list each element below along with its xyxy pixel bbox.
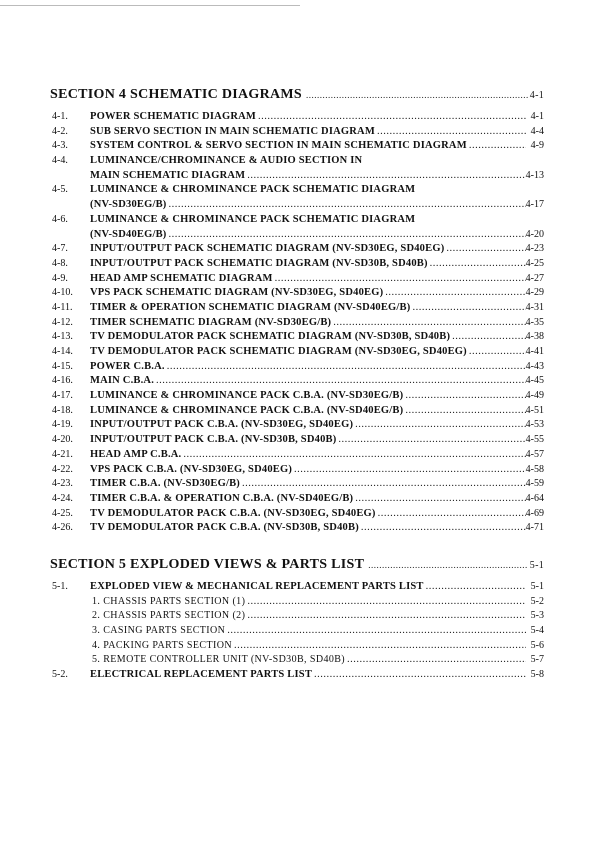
entry-number: 4-25. bbox=[52, 507, 73, 519]
entry-title: HEAD AMP SCHEMATIC DIAGRAM bbox=[90, 272, 273, 284]
entry-title: INPUT/OUTPUT PACK SCHEMATIC DIAGRAM (NV-SD30B, SD40B) bbox=[90, 257, 428, 269]
dot-leader bbox=[167, 199, 526, 210]
entry-page-number: 4-69 bbox=[525, 507, 544, 519]
entry-number: 4-5. bbox=[52, 184, 68, 196]
toc-sections bbox=[50, 87, 544, 684]
entry-title: POWER SCHEMATIC DIAGRAM bbox=[90, 111, 256, 122]
entry-title: POWER C.B.A. bbox=[90, 360, 165, 372]
entry-page-number: 4-55 bbox=[525, 434, 544, 446]
entry-title: INPUT/OUTPUT PACK SCHEMATIC DIAGRAM (NV-SD30EG, SD40EG) bbox=[90, 243, 445, 255]
toc-entry bbox=[50, 522, 544, 537]
toc-entry bbox=[50, 654, 544, 669]
dot-leader bbox=[232, 640, 526, 651]
toc-entry bbox=[50, 258, 544, 273]
entry-title: (NV-SD30EG/B) bbox=[90, 199, 167, 211]
entry-page-number: 4-64 bbox=[525, 492, 544, 504]
entry-title: INPUT/OUTPUT PACK C.B.A. (NV-SD30B, SD40B) bbox=[90, 434, 337, 446]
dot-leader bbox=[410, 302, 525, 313]
table-of-contents bbox=[50, 87, 544, 684]
toc-entry bbox=[50, 302, 544, 317]
entry-page-number: 4-25 bbox=[525, 257, 544, 269]
toc-entry bbox=[50, 287, 544, 302]
toc-entry bbox=[50, 199, 544, 214]
toc-entry bbox=[50, 229, 544, 244]
entry-number: 4-18. bbox=[52, 404, 73, 416]
dot-leader bbox=[240, 478, 526, 489]
section-gap bbox=[50, 537, 544, 557]
entry-number: 4-15. bbox=[52, 360, 73, 372]
toc-entry bbox=[50, 669, 544, 684]
entry-title: 2. CHASSIS PARTS SECTION (2) bbox=[92, 610, 246, 622]
entry-page-number: 4-27 bbox=[525, 272, 544, 284]
entry-number: 4-16. bbox=[52, 375, 73, 387]
entry-title: LUMINANCE & CHROMINANCE PACK SCHEMATIC DIAGRAM bbox=[90, 184, 416, 196]
entry-number: 4-17. bbox=[52, 390, 73, 402]
entry-page-number: 4-29 bbox=[525, 287, 544, 299]
toc-entry bbox=[50, 361, 544, 376]
toc-entry bbox=[50, 317, 544, 332]
entry-title: (NV-SD40EG/B) bbox=[90, 228, 167, 240]
section-title: SECTION 5 EXPLODED VIEWS & PARTS LIST bbox=[50, 556, 365, 572]
entry-number: 4-1. bbox=[52, 111, 68, 122]
entry-number: 4-10. bbox=[52, 287, 73, 299]
dot-leader bbox=[428, 258, 526, 269]
entry-page-number: 4-57 bbox=[525, 448, 544, 460]
entry-title: SYSTEM CONTROL & SERVO SECTION IN MAIN SCHEMATIC DIAGRAM bbox=[90, 140, 467, 152]
entry-page-number: 4-38 bbox=[525, 331, 544, 343]
entry-number: 4-7. bbox=[52, 243, 68, 255]
entry-title: MAIN SCHEMATIC DIAGRAM bbox=[90, 169, 246, 181]
entry-title: 3. CASING PARTS SECTION bbox=[92, 625, 226, 636]
entry-page-number: 4-4 bbox=[530, 125, 544, 137]
entry-title: SUB SERVO SECTION IN MAIN SCHEMATIC DIAGRAM bbox=[90, 125, 375, 137]
toc-entry bbox=[50, 449, 544, 464]
dot-leader bbox=[167, 229, 526, 240]
dot-leader bbox=[467, 140, 526, 151]
entry-page-number: 4-58 bbox=[525, 463, 544, 475]
entry-title: EXPLODED VIEW & MECHANICAL REPLACEMENT PARTS LIST bbox=[90, 580, 424, 592]
entry-page-number: 5-7 bbox=[530, 654, 544, 666]
toc-entry bbox=[50, 493, 544, 508]
dot-leader bbox=[336, 434, 525, 445]
entry-page-number: 4-53 bbox=[525, 419, 544, 431]
entry-number: 4-23. bbox=[52, 478, 73, 490]
toc-entry bbox=[50, 478, 544, 493]
entry-page-number: 5-2 bbox=[530, 595, 544, 607]
entry-page-number: 4-59 bbox=[525, 478, 544, 490]
entry-title: VPS PACK C.B.A. (NV-SD30EG, SD40EG) bbox=[90, 463, 293, 475]
entry-number: 4-20. bbox=[52, 434, 73, 446]
dot-leader bbox=[273, 273, 526, 284]
dot-leader bbox=[366, 560, 527, 570]
entry-title: TIMER SCHEMATIC DIAGRAM (NV-SD30EG/B) bbox=[90, 316, 332, 328]
entry-title: INPUT/OUTPUT PACK C.B.A. (NV-SD30EG, SD40EG) bbox=[90, 419, 354, 431]
entry-number: 4-21. bbox=[52, 448, 73, 460]
entry-title: LUMINANCE & CHROMINANCE PACK C.B.A. (NV-SD40EG/B) bbox=[90, 404, 404, 416]
toc-entry bbox=[50, 170, 544, 185]
toc-entry bbox=[50, 390, 544, 405]
toc-entry bbox=[50, 508, 544, 523]
dot-leader bbox=[375, 126, 526, 137]
entry-number: 4-11. bbox=[52, 301, 73, 313]
entry-title: TV DEMODULATOR PACK SCHEMATIC DIAGRAM (NV-SD30B, SD40B) bbox=[90, 331, 451, 343]
entry-page-number: 4-41 bbox=[525, 346, 544, 357]
dot-leader bbox=[312, 669, 526, 680]
dot-leader bbox=[450, 331, 526, 342]
entry-page-number: 5-4 bbox=[530, 625, 544, 636]
dot-leader bbox=[376, 508, 526, 519]
entry-title: 5. REMOTE CONTROLLER UNIT (NV-SD30B, SD40B) bbox=[92, 654, 346, 666]
entry-page-number: 5-6 bbox=[530, 639, 544, 651]
entry-title: 4. PACKING PARTS SECTION bbox=[92, 639, 232, 651]
entry-page-number: 4-9 bbox=[530, 140, 544, 152]
entry-page-number: 4-20 bbox=[525, 228, 544, 240]
dot-leader bbox=[292, 464, 526, 475]
toc-entry bbox=[50, 346, 544, 361]
dot-leader bbox=[444, 243, 525, 254]
dot-leader bbox=[331, 317, 525, 328]
dot-leader bbox=[403, 405, 525, 416]
entry-title: 1. CHASSIS PARTS SECTION (1) bbox=[92, 595, 246, 607]
entry-number: 4-14. bbox=[52, 346, 73, 357]
toc-entry bbox=[50, 126, 544, 141]
entry-page-number: 4-13 bbox=[525, 169, 544, 181]
dot-leader bbox=[154, 375, 526, 386]
entry-page-number: 4-35 bbox=[525, 316, 544, 328]
entry-number: 4-13. bbox=[52, 331, 73, 343]
entry-page-number: 4-43 bbox=[525, 360, 544, 372]
toc-entry bbox=[50, 625, 544, 640]
entry-page-number: 5-8 bbox=[530, 669, 544, 681]
entry-page-number: 4-71 bbox=[525, 522, 544, 534]
entry-title: MAIN C.B.A. bbox=[90, 375, 155, 387]
dot-leader bbox=[424, 581, 526, 592]
dot-leader bbox=[245, 170, 525, 181]
toc-entry bbox=[50, 419, 544, 434]
dot-leader bbox=[225, 625, 526, 636]
dot-leader bbox=[165, 361, 526, 372]
dot-leader bbox=[353, 493, 525, 504]
entry-page-number: 4-1 bbox=[530, 111, 544, 122]
toc-entry bbox=[50, 434, 544, 449]
toc-entry bbox=[50, 581, 544, 596]
entry-page-number: 5-1 bbox=[530, 580, 544, 592]
top-scan-rule bbox=[0, 5, 300, 6]
entry-title: LUMINANCE & CHROMINANCE PACK SCHEMATIC DIAGRAM bbox=[90, 213, 416, 225]
entry-number: 4-3. bbox=[52, 140, 68, 152]
entry-title: TV DEMODULATOR PACK SCHEMATIC DIAGRAM (NV-SD30EG, SD40EG) bbox=[90, 346, 467, 357]
toc-entry bbox=[50, 610, 544, 625]
dot-leader bbox=[353, 419, 526, 430]
entry-number: 4-19. bbox=[52, 419, 73, 431]
entry-page-number: 5-3 bbox=[530, 610, 544, 622]
toc-entry bbox=[50, 640, 544, 655]
toc-entry bbox=[50, 243, 544, 258]
entry-title: TIMER C.B.A. (NV-SD30EG/B) bbox=[90, 478, 240, 490]
section-page-number: 5-1 bbox=[529, 559, 544, 571]
toc-entry bbox=[50, 214, 544, 229]
dot-leader bbox=[467, 346, 526, 357]
entry-number: 5-2. bbox=[52, 669, 68, 681]
entry-page-number: 4-51 bbox=[525, 404, 544, 416]
entry-page-number: 4-45 bbox=[525, 375, 544, 387]
toc-entry bbox=[50, 273, 544, 288]
toc-entry bbox=[50, 464, 544, 479]
toc-entry bbox=[50, 140, 544, 155]
dot-leader bbox=[345, 654, 526, 665]
entry-title: VPS PACK SCHEMATIC DIAGRAM (NV-SD30EG, SD40EG) bbox=[90, 287, 384, 299]
entry-page-number: 4-23 bbox=[525, 243, 544, 255]
entry-title: TIMER C.B.A. & OPERATION C.B.A. (NV-SD40EG/B) bbox=[90, 492, 354, 504]
entry-number: 4-22. bbox=[52, 463, 73, 475]
toc-entry bbox=[50, 111, 544, 126]
entry-page-number: 4-31 bbox=[525, 301, 544, 313]
section-heading bbox=[50, 557, 544, 577]
section-page-number: 4-1 bbox=[529, 90, 544, 101]
toc-entry bbox=[50, 155, 544, 170]
dot-leader bbox=[383, 287, 525, 298]
entry-page-number: 4-49 bbox=[525, 390, 544, 402]
entry-number: 4-24. bbox=[52, 492, 73, 504]
entry-title: TV DEMODULATOR PACK C.B.A. (NV-SD30EG, SD40EG) bbox=[90, 507, 376, 519]
entry-number: 4-12. bbox=[52, 316, 73, 328]
entry-title: ELECTRICAL REPLACEMENT PARTS LIST bbox=[90, 669, 313, 681]
dot-leader bbox=[245, 596, 526, 607]
entry-title: TIMER & OPERATION SCHEMATIC DIAGRAM (NV-SD40EG/B) bbox=[90, 301, 411, 313]
dot-leader bbox=[403, 390, 525, 401]
entry-title: LUMINANCE & CHROMINANCE PACK C.B.A. (NV-SD30EG/B) bbox=[90, 390, 404, 402]
section-heading bbox=[50, 87, 544, 107]
toc-entry bbox=[50, 405, 544, 420]
entry-number: 4-8. bbox=[52, 257, 68, 269]
dot-leader bbox=[304, 90, 528, 100]
toc-entry bbox=[50, 596, 544, 611]
dot-leader bbox=[256, 111, 526, 122]
section-title: SECTION 4 SCHEMATIC DIAGRAMS bbox=[50, 87, 303, 102]
toc-entry bbox=[50, 331, 544, 346]
entry-number: 4-9. bbox=[52, 272, 68, 284]
entry-number: 4-26. bbox=[52, 522, 73, 534]
toc-entry bbox=[50, 375, 544, 390]
entry-page-number: 4-17 bbox=[525, 199, 544, 211]
entry-number: 4-2. bbox=[52, 125, 68, 137]
entry-title: LUMINANCE/CHROMINANCE & AUDIO SECTION IN bbox=[90, 155, 363, 167]
toc-entry bbox=[50, 184, 544, 199]
entry-title: TV DEMODULATOR PACK C.B.A. (NV-SD30B, SD40B) bbox=[90, 522, 359, 534]
entry-number: 5-1. bbox=[52, 580, 68, 592]
dot-leader bbox=[359, 522, 526, 533]
entry-number: 4-6. bbox=[52, 213, 68, 225]
entry-number: 4-4. bbox=[52, 155, 68, 167]
dot-leader bbox=[181, 449, 525, 460]
entry-title: HEAD AMP C.B.A. bbox=[90, 448, 182, 460]
dot-leader bbox=[245, 610, 526, 621]
